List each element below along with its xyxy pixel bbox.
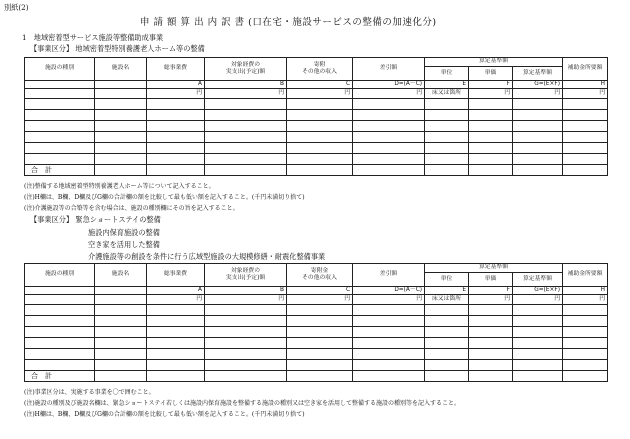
- letter-b: B: [205, 81, 287, 89]
- hdr-standard-group: 算定基準額: [425, 264, 563, 273]
- hdr-subsidy: 補助金所要額: [563, 264, 608, 287]
- table-row: [25, 143, 608, 154]
- total-row: [25, 371, 608, 382]
- table-row: [25, 154, 608, 165]
- hdr-deduction: 差引額: [353, 58, 425, 81]
- hdr-donation: 寄附金 その他の収入: [287, 264, 353, 287]
- unit-row: 円 円 円 円 床又は箇所 円 円 円: [25, 89, 608, 99]
- form-label: 別紙(2): [4, 3, 29, 12]
- total-label: 合 計: [25, 371, 95, 382]
- s2-note-1: (注)事業区分は、実施する事業を〇で囲むこと。: [24, 389, 155, 396]
- section1-category: 【事業区分】 地域密着型特別養護老人ホーム等の整備: [30, 44, 205, 53]
- hdr-deduction: 差引額: [353, 264, 425, 287]
- total-row: [25, 165, 608, 176]
- letter-g: G=(E×F): [513, 81, 563, 89]
- section2-sub-3: 介護施設等の創設を条件に行う広域型施設の大規模修繕・耐震化整備事業: [88, 252, 326, 261]
- table-row: [25, 360, 608, 371]
- section2-category: 【事業区分】 緊急ショートステイの整備: [30, 215, 161, 224]
- hdr-facility-type: 施設の種別: [25, 58, 95, 81]
- hdr-standard-group: 算定基準額: [425, 58, 563, 67]
- section2-sub-2: 空き家を活用した整備: [88, 240, 160, 249]
- unit-row: 円 円 円 円 床又は箇所 円 円 円: [25, 295, 608, 305]
- hdr-unit-price: 単価: [469, 67, 513, 81]
- table-row: [25, 316, 608, 327]
- total-label: 合 計: [25, 165, 95, 176]
- hdr-subsidy: 補助金所要額: [563, 58, 608, 81]
- letter-c: C: [287, 81, 353, 89]
- hdr-unit: 単位: [425, 273, 469, 287]
- s2-note-2: (注)施設の種別及び施設名欄は、緊急ショートステイ若しくは施設内保育施設を整備する施設の種別又は空き家を活用して整備する施設の種別等を記入すること。: [24, 400, 460, 407]
- table-row: [25, 132, 608, 143]
- page-title: 申 請 額 算 出 内 訳 書 (口在宅・施設サービスの整備の加速化分): [140, 17, 437, 28]
- hdr-standard-amount: 算定基準額: [513, 67, 563, 81]
- hdr-target-cost: 対象経費の 実支出(予定)額: [205, 264, 287, 287]
- table-1: [24, 57, 608, 176]
- letter-e: E: [425, 81, 469, 89]
- hdr-target-cost: 対象経費の 実支出(予定)額: [205, 58, 287, 81]
- letter-f: F: [469, 81, 513, 89]
- table-row: [25, 349, 608, 360]
- table-2: 施設の種別 施設名 総事業費 対象経費の 実支出(予定)額 寄附金 その他の収入 差引額 算定基準額 補助金所要額 単位 単価 算定基準額 A B C D=(A－C) E F G=(E×F) H 円 円 円 円 床又は箇所 円 円 円 合 計: [24, 263, 608, 382]
- table-row: [25, 327, 608, 338]
- s1-note-3: (注)介護施設等の合築等を含む場合は、施設の種別欄にその旨を記入すること。: [24, 205, 239, 212]
- letter-h: H: [563, 81, 608, 89]
- s2-note-3: (注)H欄は、B欄、D欄及びG欄の合計欄の額を比較して最も低い額を記入すること。(千円未満切り捨て): [24, 411, 305, 418]
- s1-note-1: (注)整備する地域密着型特別養護老人ホーム等について記入すること。: [24, 183, 215, 190]
- section1-heading: 1 地域密着型サービス施設等整備助成事業: [22, 33, 164, 42]
- hdr-facility-type: 施設の種別: [25, 264, 95, 287]
- hdr-facility-name: 施設名: [95, 58, 147, 81]
- section2-sub-1: 施設内保育施設の整備: [88, 228, 160, 237]
- hdr-donation: 寄附 その他の収入: [287, 58, 353, 81]
- table-row: [25, 305, 608, 316]
- hdr-unit-price: 単価: [469, 273, 513, 287]
- table-row: [25, 121, 608, 132]
- hdr-total-cost: 総事業費: [147, 264, 205, 287]
- hdr-facility-name: 施設名: [95, 264, 147, 287]
- hdr-total-cost: 総事業費: [147, 58, 205, 81]
- hdr-standard-amount: 算定基準額: [513, 273, 563, 287]
- letter-d: D=(A－C): [353, 81, 425, 89]
- hdr-unit: 単位: [425, 67, 469, 81]
- table-row: [25, 338, 608, 349]
- s1-note-2: (注)H欄は、B欄、D欄及びG欄の合計欄の額を比較して最も低い額を記入すること。(千円未満切り捨て): [24, 194, 305, 201]
- table-row: [25, 110, 608, 121]
- table-row: [25, 99, 608, 110]
- letter-a: A: [147, 81, 205, 89]
